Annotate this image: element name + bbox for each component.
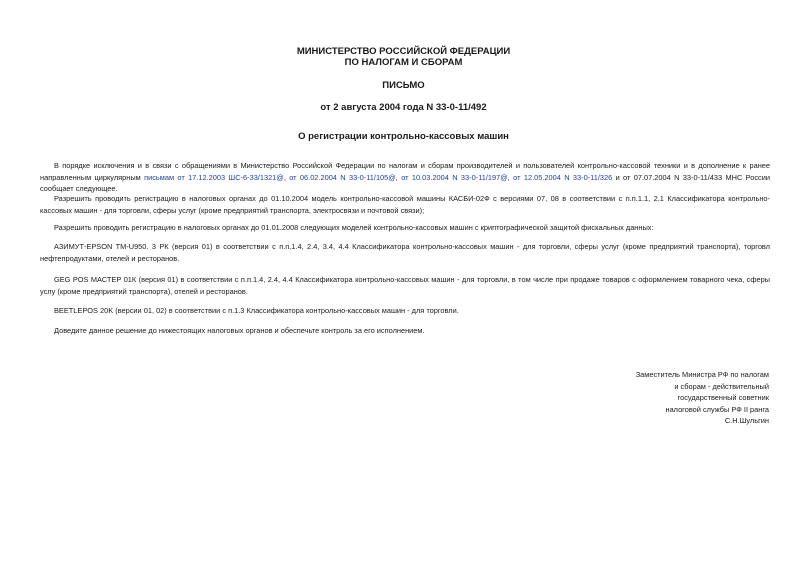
document-subject: О регистрации контрольно-кассовых машин [298, 131, 509, 142]
paragraph-kasbi: Разрешить проводить регистрацию в налоговых органах до 01.10.2004 модель контрольно-кассовой машины КАСБИ-02Ф с версиями 07, 08 в соответствии с п.п.1.1, 2.1 Классификатора контрольно-кассовых машин - для торговли, сферы услуг (кроме предприятий транспорта, электросвязи и почтовой связи); [40, 194, 770, 215]
signature-line: налоговой службы РФ II ранга [665, 404, 769, 414]
signature-line: и сборам - действительный [674, 381, 769, 391]
signature-line: государственный советник [677, 393, 769, 403]
link-letter-17-12-2003[interactable]: письмам от 17.12.2003 ШС-6-33/1321@ [144, 172, 284, 182]
link-letter-12-05-2004[interactable]: от 12.05.2004 N 33-0-11/326 [513, 172, 613, 182]
link-letter-06-02-2004[interactable]: от 06.02.2004 N 33-0-11/105@ [289, 172, 396, 182]
paragraph-azimut: АЗИМУТ-EPSON TM-U950. 3 РК (версия 01) в соответствии с п.п.1.4, 2.4, 3.4, 4.4 Классификатора контрольно-кассовых машин - для торговли, сферы услуг (кроме предприятий транспорта), торговл нефтепродуктами, отелей и ресторанов. [40, 242, 770, 263]
document-type: ПИСЬМО [382, 80, 425, 91]
ministry-title-line2: ПО НАЛОГАМ И СБОРАМ [344, 57, 463, 68]
intro-text: В порядке исключения и в связи с обращениями в Министерство Российской Федерации по налогам и сборам производителей и пользователей контрольно-кассовой техники и в дополнение к ранее направленным циркулярным [40, 161, 770, 182]
signatory-name: С.Н.Шульгин [724, 416, 769, 426]
intro-text-end: и от 07.07.2004 N 33-0-11/433 МНС России сообщает следующее. [40, 172, 771, 193]
document-date-number: от 2 августа 2004 года N 33-0-11/492 [320, 102, 487, 113]
ministry-title-line1: МИНИСТЕРСТВО РОССИЙСКОЙ ФЕДЕРАЦИИ [296, 46, 511, 57]
paragraph-intro [40, 160, 770, 195]
intro-sep: , [507, 172, 514, 182]
link-letter-10-03-2004[interactable]: от 10.03.2004 N 33-0-11/197@ [401, 172, 508, 182]
paragraph-registration-models: Разрешить проводить регистрацию в налоговых органах до 01.01.2008 следующих моделей контрольно-кассовых машин с криптографической защитой фискальных данных: [54, 223, 654, 232]
paragraph-beetlepos: BEETLEPOS 20K (версии 01, 02) в соответствии с п.1.3 Классификатора контрольно-кассовых машин - для торговли. [54, 306, 459, 315]
paragraph-geg-pos: GEG POS МАСТЕР 01К (версия 01) в соответствии с п.п.1.4, 2.4, 4.4 Классификатора контрольно-кассовых машин - для торговли, в том числе при продаже товаров с оформлением товарного чека, сферы услу (кроме предприятий транспорта), отелей и ресторанов. [40, 275, 770, 296]
intro-sep: , [283, 172, 290, 182]
signature-block [636, 369, 769, 427]
signature-line: Заместитель Министра РФ по налогам [635, 370, 769, 379]
intro-sep: , [395, 172, 402, 182]
paragraph-closing: Доведите данное решение до нижестоящих налоговых органов и обеспечьте контроль за его исполнением. [54, 326, 425, 335]
